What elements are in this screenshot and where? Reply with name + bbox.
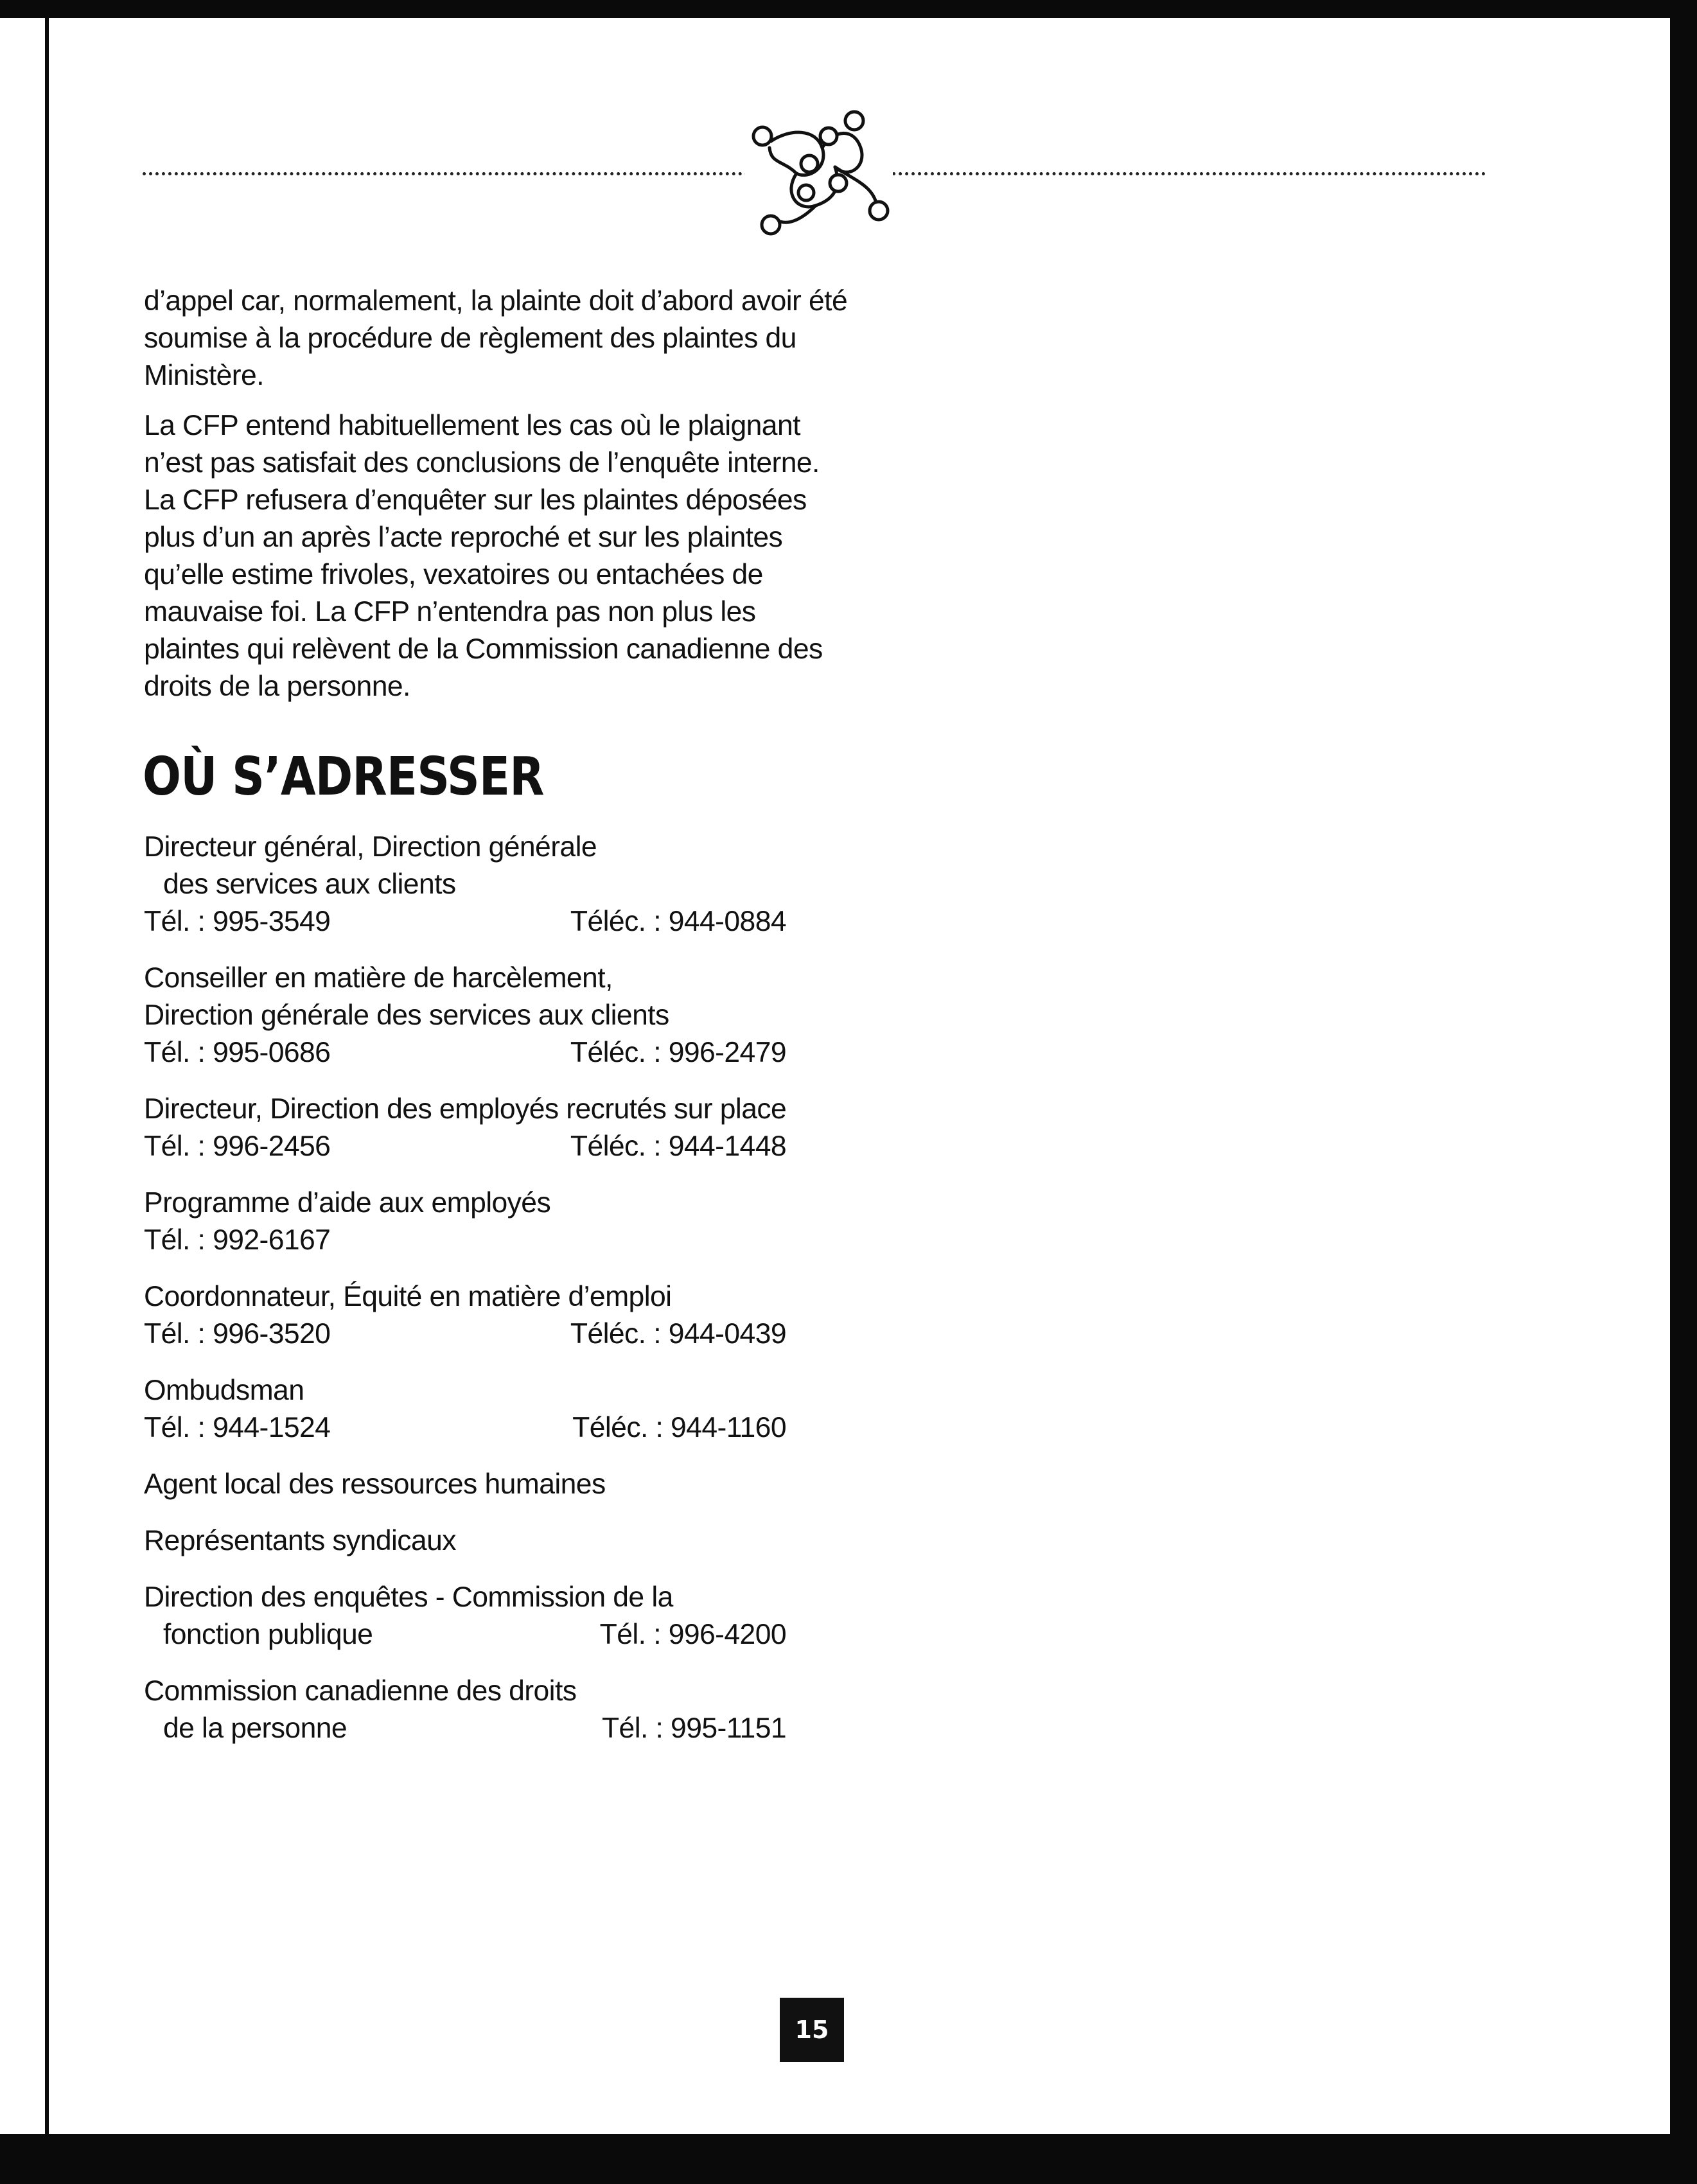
body-paragraph: La CFP entend habituellement les cas où le plaignant n’est pas satisfait des conclusions de l’enquête interne. La CFP refusera d’enquêter sur les plaintes déposées plus d’un an après l’acte reproché et sur les plaintes qu’elle estime frivoles, vexatoires ou entachées de mauvaise foi. La CFP n’entendra pas non plus les plaintes qui relèvent de la Commission canadienne des droits de la personne. <box>144 410 823 702</box>
contact-name-line: Direction des enquêtes - Commission de la <box>144 1581 673 1613</box>
contact-phone-row <box>144 1128 786 1165</box>
contact-entry <box>144 960 786 1071</box>
contact-entry <box>144 1091 786 1165</box>
contact-phone-row <box>144 1316 786 1353</box>
contact-name-line: Direction générale des services aux clients <box>144 1000 669 1031</box>
contact-entry <box>144 1579 786 1653</box>
scan-edge-bottom <box>0 2134 1697 2184</box>
scan-edge-top <box>0 0 1697 18</box>
contact-phone-row <box>144 903 786 940</box>
contact-fax: Téléc. : 944-1448 <box>570 1131 786 1162</box>
contact-name-row <box>144 1710 786 1747</box>
contact-name-line: Commission canadienne des droits <box>144 1675 577 1707</box>
contact-phone: Tél. : 995-3549 <box>144 906 331 937</box>
page-number: 15 <box>780 1998 844 2062</box>
contact-phone-row <box>144 1409 786 1447</box>
contact-name-line: Directeur, Direction des employés recrutés sur place <box>144 1093 787 1125</box>
contact-entry <box>144 1522 786 1560</box>
scan-edge-left <box>45 0 49 2139</box>
contact-entry <box>144 1372 786 1447</box>
contact-fax: Téléc. : 944-0884 <box>570 906 786 937</box>
body-paragraph: d’appel car, normalement, la plainte doit d’abord avoir été soumise à la procédure de règlement des plaintes du Ministère. <box>144 285 848 391</box>
contact-phone: Tél. : 944-1524 <box>144 1412 331 1443</box>
contact-name-line: Programme d’aide aux employés <box>144 1187 551 1219</box>
contact-name-line: Ombudsman <box>144 1375 304 1406</box>
contact-name-line: des services aux clients <box>163 868 456 900</box>
body-text <box>144 283 857 718</box>
contact-entry <box>144 1466 786 1503</box>
contact-name-line: Agent local des ressources humaines <box>144 1468 606 1500</box>
contact-phone-row <box>144 1222 786 1259</box>
contact-name-line: Directeur général, Direction générale <box>144 831 597 863</box>
contact-name-line: de la personne <box>163 1713 347 1744</box>
contact-name-line: fonction publique <box>163 1619 373 1650</box>
contact-name-line: Coordonnateur, Équité en matière d’emploi <box>144 1281 672 1312</box>
contact-fax: Téléc. : 944-1160 <box>572 1412 786 1443</box>
contact-phone: Tél. : 995-0686 <box>144 1037 331 1068</box>
scan-edge-right <box>1670 0 1697 2184</box>
contact-entry <box>144 829 786 940</box>
contact-entry <box>144 1673 786 1747</box>
contact-entry <box>144 1184 786 1259</box>
contact-name-row <box>144 1616 786 1653</box>
contact-list <box>144 829 786 1766</box>
contact-fax: Téléc. : 944-0439 <box>570 1318 786 1350</box>
contact-name-line: Conseiller en matière de harcèlement, <box>144 962 613 994</box>
contact-phone: Tél. : 992-6167 <box>144 1224 331 1256</box>
contact-phone: Tél. : 996-2456 <box>144 1131 331 1162</box>
contact-entry <box>144 1278 786 1353</box>
contact-phone: Tél. : 995-1151 <box>601 1713 786 1744</box>
contact-phone: Tél. : 996-4200 <box>599 1619 786 1650</box>
knot-ornament-icon <box>745 103 893 244</box>
contact-phone: Tél. : 996-3520 <box>144 1318 331 1350</box>
contact-phone-row <box>144 1034 786 1071</box>
section-heading: OÙ S’ADRESSER <box>143 746 544 807</box>
contact-name-line: Représentants syndicaux <box>144 1525 456 1556</box>
contact-fax: Téléc. : 996-2479 <box>570 1037 786 1068</box>
